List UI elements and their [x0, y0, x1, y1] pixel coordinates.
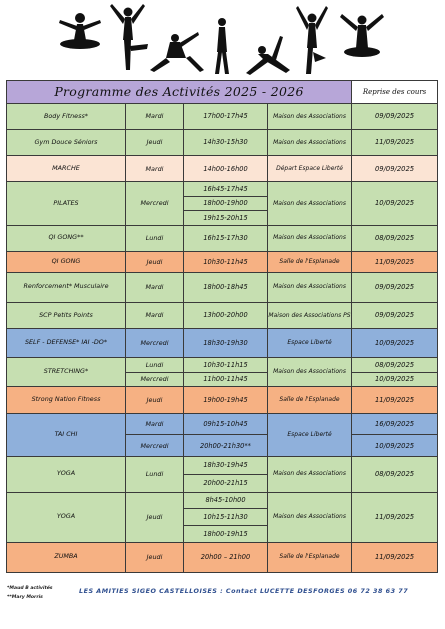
activity-name: MARCHE — [7, 156, 126, 182]
table-row — [7, 414, 438, 435]
activity-day: Mercredi — [126, 435, 184, 457]
activity-day: Mardi — [126, 156, 184, 182]
activity-time: 18h30-19h45 — [184, 457, 268, 475]
activity-name: Body Fitness* — [7, 103, 126, 129]
start-date: 11/09/2025 — [352, 251, 438, 272]
activity-location: Maison des Associations — [268, 272, 352, 302]
activity-time: 8h45-10h00 — [184, 492, 268, 509]
activity-name: Gym Douce Séniors — [7, 129, 126, 155]
activity-day: Jeudi — [126, 492, 184, 542]
table-row — [7, 328, 438, 357]
activity-day: Mardi — [126, 414, 184, 435]
start-date: 08/09/2025 — [352, 358, 438, 373]
start-date: 09/09/2025 — [352, 103, 438, 129]
activity-day: Lundi — [126, 225, 184, 251]
activity-name: Strong Nation Fitness — [7, 387, 126, 414]
activity-name: QI GONG — [7, 251, 126, 272]
activity-name: SCP Petits Points — [7, 302, 126, 328]
activity-name: ZUMBA — [7, 542, 126, 572]
activity-time: 18h00-18h45 — [184, 272, 268, 302]
activity-time: 14h30-15h30 — [184, 129, 268, 155]
activity-time: 10h30-11h15 — [184, 358, 268, 373]
page-title: Programme des Activités 2025 - 2026 — [7, 81, 352, 104]
activity-time: 20h00-21h30** — [184, 435, 268, 457]
table-row — [7, 302, 438, 328]
activity-day: Lundi — [126, 358, 184, 373]
reprise-header: Reprise des cours — [352, 81, 438, 104]
activity-time: 20h00 – 21h00 — [184, 542, 268, 572]
table-header-row — [7, 81, 438, 104]
activity-time: 18h30-19h30 — [184, 328, 268, 357]
activity-time: 19h00-19h45 — [184, 387, 268, 414]
start-date: 09/09/2025 — [352, 272, 438, 302]
footnote-2: **Mary Morris — [7, 595, 43, 600]
start-date: 08/09/2025 — [352, 225, 438, 251]
activity-day: Mardi — [126, 103, 184, 129]
activity-time: 18h00-19h00 — [184, 196, 268, 211]
activity-location: Maison des Associations — [268, 103, 352, 129]
activity-name: SELF - DEFENSE* IAI -DO* — [7, 328, 126, 357]
table-row — [7, 272, 438, 302]
activity-location: Espace Liberté — [268, 328, 352, 357]
start-date: 08/09/2025 — [352, 457, 438, 492]
activity-name: TAI CHI — [7, 414, 126, 457]
table-row — [7, 129, 438, 155]
table-row — [7, 103, 438, 129]
start-date: 11/09/2025 — [352, 542, 438, 572]
activity-time: 16h15-17h30 — [184, 225, 268, 251]
activity-time: 16h45-17h45 — [184, 182, 268, 197]
activity-time: 20h00-21h15 — [184, 474, 268, 492]
start-date: 10/09/2025 — [352, 435, 438, 457]
activity-day: Mardi — [126, 272, 184, 302]
activity-day: Jeudi — [126, 542, 184, 572]
contact-line: LES AMITIES SIGEO CASTELLOISES : Contact LUCETTE DESFORGES 06 72 38 63 77 — [79, 587, 409, 595]
table-row — [7, 457, 438, 475]
activity-location: Maison des Associations PS — [268, 302, 352, 328]
activity-time: 10h15-11h30 — [184, 509, 268, 526]
activity-location: Maison des Associations — [268, 457, 352, 492]
activity-day: Lundi — [126, 457, 184, 492]
activity-time: 14h00-16h00 — [184, 156, 268, 182]
activity-location: Maison des Associations — [268, 358, 352, 387]
activity-day: Mercredi — [126, 328, 184, 357]
table-row — [7, 182, 438, 197]
activity-location: Salle de l'Esplanade — [268, 251, 352, 272]
activity-name: YOGA — [7, 457, 126, 492]
activity-location: Salle de l'Esplanade — [268, 542, 352, 572]
activity-day: Jeudi — [126, 129, 184, 155]
footnotes — [7, 584, 53, 602]
start-date: 10/09/2025 — [352, 182, 438, 226]
activity-location: Maison des Associations — [268, 492, 352, 542]
activity-schedule-table — [6, 80, 438, 573]
table-row — [7, 156, 438, 182]
activity-day: Mardi — [126, 302, 184, 328]
table-row — [7, 542, 438, 572]
table-row — [7, 387, 438, 414]
activity-day: Jeudi — [126, 251, 184, 272]
activity-time: 09h15-10h45 — [184, 414, 268, 435]
table-row — [7, 492, 438, 509]
footnote-1: *Maud B activités — [7, 586, 53, 591]
table-row — [7, 225, 438, 251]
start-date: 16/09/2025 — [352, 414, 438, 435]
activity-name: PILATES — [7, 182, 126, 226]
yoga-silhouettes-banner — [0, 0, 445, 80]
table-row — [7, 251, 438, 272]
activity-location: Départ Espace Liberté — [268, 156, 352, 182]
start-date: 09/09/2025 — [352, 302, 438, 328]
activity-day: Jeudi — [126, 387, 184, 414]
start-date: 10/09/2025 — [352, 372, 438, 387]
activity-location: Maison des Associations — [268, 182, 352, 226]
start-date: 10/09/2025 — [352, 328, 438, 357]
activity-location: Espace Liberté — [268, 414, 352, 457]
start-date: 11/09/2025 — [352, 129, 438, 155]
activity-location: Maison des Associations — [268, 129, 352, 155]
activity-time: 11h00-11h45 — [184, 372, 268, 387]
activity-name: YOGA — [7, 492, 126, 542]
activity-name: STRETCHING* — [7, 358, 126, 387]
start-date: 09/09/2025 — [352, 156, 438, 182]
activity-time: 17h00-17h45 — [184, 103, 268, 129]
activity-location: Salle de l'Esplanade — [268, 387, 352, 414]
activity-location: Maison des Associations — [268, 225, 352, 251]
activity-name: QI GONG** — [7, 225, 126, 251]
start-date: 11/09/2025 — [352, 492, 438, 542]
table-row — [7, 358, 438, 373]
activity-day: Mercredi — [126, 182, 184, 226]
activity-time: 10h30-11h45 — [184, 251, 268, 272]
activity-time: 13h00-20h00 — [184, 302, 268, 328]
start-date: 11/09/2025 — [352, 387, 438, 414]
activity-day: Mercredi — [126, 372, 184, 387]
activity-time: 19h15-20h15 — [184, 211, 268, 226]
activity-name: Renforcement* Musculaire — [7, 272, 126, 302]
activity-time: 18h00-19h15 — [184, 525, 268, 542]
